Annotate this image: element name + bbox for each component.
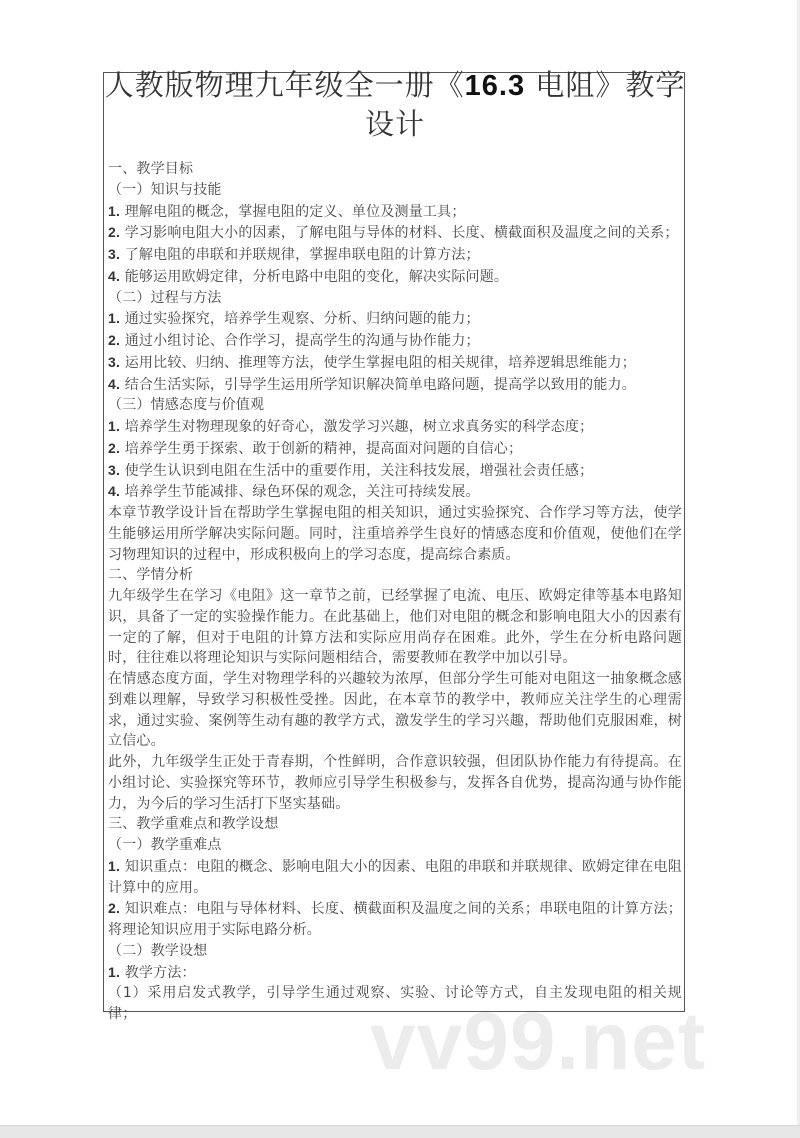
paragraph-text: 能够运用欧姆定律，分析电路中电阻的变化，解决实际问题。 — [120, 268, 509, 285]
paragraph-text: 本章节教学设计旨在帮助学生掌握电阻的相关知识，通过实验探究、合作学习等方法，使学生能够运用所学解决实际问题。同时，注重培养学生良好的情感态度和价值观，使他们在学习物理知识的过程中，形成积极向上的学习态度，提高综合素质。 — [108, 505, 682, 563]
paragraph — [108, 374, 682, 396]
paragraph — [108, 941, 682, 962]
list-number: 1. — [108, 310, 121, 327]
title-section-number: 16.3 — [464, 70, 526, 102]
paragraph — [108, 159, 682, 180]
paragraph-text: 三、教学重难点和教学设想 — [108, 816, 279, 833]
paragraph — [108, 460, 682, 482]
paragraph — [108, 481, 682, 503]
paragraph — [108, 962, 682, 984]
list-number: 2. — [108, 900, 121, 917]
paragraph — [108, 288, 682, 309]
paragraph — [108, 565, 682, 586]
title-suffix: 电阻》教学 — [525, 68, 686, 102]
paragraph — [108, 201, 682, 223]
paragraph-text: 通过小组讨论、合作学习，提高学生的沟通与协作能力； — [120, 333, 480, 349]
list-number: 3. — [108, 461, 121, 478]
paragraph-text: 了解电阻的串联和并联规律，掌握串联电阻的计算方法； — [120, 247, 480, 263]
list-number: 4. — [108, 483, 121, 500]
list-number: 2. — [108, 224, 121, 241]
paragraph-text: 培养学生对物理现象的好奇心，激发学习兴趣，树立求真务实的科学态度； — [120, 419, 594, 435]
list-number: 1. — [108, 418, 121, 434]
title-line2: 设计 — [364, 107, 425, 141]
paragraph-text: 一、教学目标 — [108, 161, 194, 177]
paragraph — [108, 222, 682, 244]
paragraph-text: 二、学情分析 — [108, 567, 194, 584]
paragraph — [108, 416, 682, 438]
paragraph — [108, 503, 682, 565]
paragraph-text: 在情感态度方面，学生对物理学科的兴趣较为浓厚，但部分学生可能对电阻这一抽象概念感到难以理解，导致学习积极性受挫。因此，在本章节的教学中，教师应关注学生的心理需求，通过实验、案例等生动有趣的教学方式，激发学生的学习兴趣，帮助他们克服困难，树立信心。 — [108, 671, 682, 750]
paragraph — [108, 983, 682, 1025]
paragraph-text: 学习影响电阻大小的因素，了解电阻与导体的材料、长度、横截面积及温度之间的关系； — [120, 225, 679, 242]
paragraph-text: 教学方法： — [120, 964, 196, 981]
paragraph — [108, 898, 682, 941]
paragraph-text: （三）情感态度与价值观 — [108, 397, 265, 414]
paragraph — [108, 669, 682, 752]
paragraph-text: 培养学生节能减排、绿色环保的观念，关注可持续发展。 — [120, 484, 480, 501]
paragraph-text: （1）采用启发式教学，引导学生通过观察、实验、讨论等方式，自主发现电阻的相关规律； — [108, 985, 682, 1022]
paragraph-text: （一）教学重难点 — [108, 837, 222, 853]
paragraph-text: 理解电阻的概念，掌握电阻的定义、单位及测量工具； — [120, 203, 466, 220]
paragraph-text: 知识难点：电阻与导体材料、长度、横截面积及温度之间的关系；串联电阻的计算方法；将理论知识应用于实际电路分析。 — [108, 901, 682, 938]
list-number: 3. — [108, 353, 121, 370]
paragraph — [108, 586, 682, 669]
paragraph-text: （二）教学设想 — [108, 942, 208, 959]
paragraph-text: 使学生认识到电阻在生活中的重要作用，关注科技发展，增强社会责任感； — [120, 462, 594, 479]
paragraph — [108, 438, 682, 460]
paragraph-text: 知识重点：电阻的概念、影响电阻大小的因素、电阻的串联和并联规律、欧姆定律在电阻计算中的应用。 — [108, 858, 682, 896]
list-number: 3. — [108, 246, 121, 262]
paragraph — [108, 244, 682, 266]
paragraph — [108, 856, 682, 899]
list-number: 1. — [108, 202, 121, 219]
list-number: 2. — [108, 439, 121, 456]
document-title — [95, 66, 695, 143]
paragraph-text: 培养学生勇于探索、敢于创新的精神，提高面对问题的自信心； — [120, 440, 523, 457]
document-body — [108, 159, 682, 1025]
paragraph — [108, 752, 682, 814]
list-number: 1. — [108, 963, 121, 980]
paragraph — [108, 308, 682, 330]
paragraph-text: 结合生活实际，引导学生运用所学知识解决简单电路问题，提高学以致用的能力。 — [120, 376, 636, 393]
paragraph — [108, 352, 682, 374]
watermark: vv99.net — [370, 996, 707, 1087]
viewer-bottom-bar — [0, 1125, 800, 1138]
list-number: 4. — [108, 375, 121, 392]
title-prefix: 人教版物理九年级全一册《 — [104, 68, 465, 102]
list-number: 2. — [108, 332, 121, 348]
paragraph-text: （二）过程与方法 — [108, 289, 222, 306]
paragraph — [108, 814, 682, 835]
paragraph — [108, 395, 682, 416]
paragraph-text: 运用比较、归纳、推理等方法，使学生掌握电阻的相关规律，培养逻辑思维能力； — [120, 354, 636, 371]
paragraph-text: 此外，九年级学生正处于青春期，个性鲜明，合作意识较强，但团队协作能力有待提高。在小组讨论、实验探究等环节，教师应引导学生积极参与，发挥各自优势，提高沟通与协作能力，为今后的学习生活打下坚实基础。 — [108, 754, 682, 812]
paragraph — [108, 835, 682, 856]
paragraph-text: 九年级学生在学习《电阻》这一章节之前，已经掌握了电流、电压、欧姆定律等基本电路知识，具备了一定的实验操作能力。在此基础上，他们对电阻的概念和影响电阻大小的因素有一定的了解，但对于电阻的计算方法和实际应用尚存在困难。此外，学生在分析电路问题时，往往难以将理论知识与实际问题相结合，需要教师在教学中加以引导。 — [108, 588, 682, 667]
list-number: 1. — [108, 857, 121, 874]
paragraph — [108, 180, 682, 201]
paragraph-text: （一）知识与技能 — [108, 181, 222, 198]
list-number: 4. — [108, 267, 121, 284]
paragraph-text: 通过实验探究，培养学生观察、分析、归纳问题的能力； — [120, 311, 480, 328]
paragraph — [108, 330, 682, 352]
paragraph — [108, 266, 682, 288]
